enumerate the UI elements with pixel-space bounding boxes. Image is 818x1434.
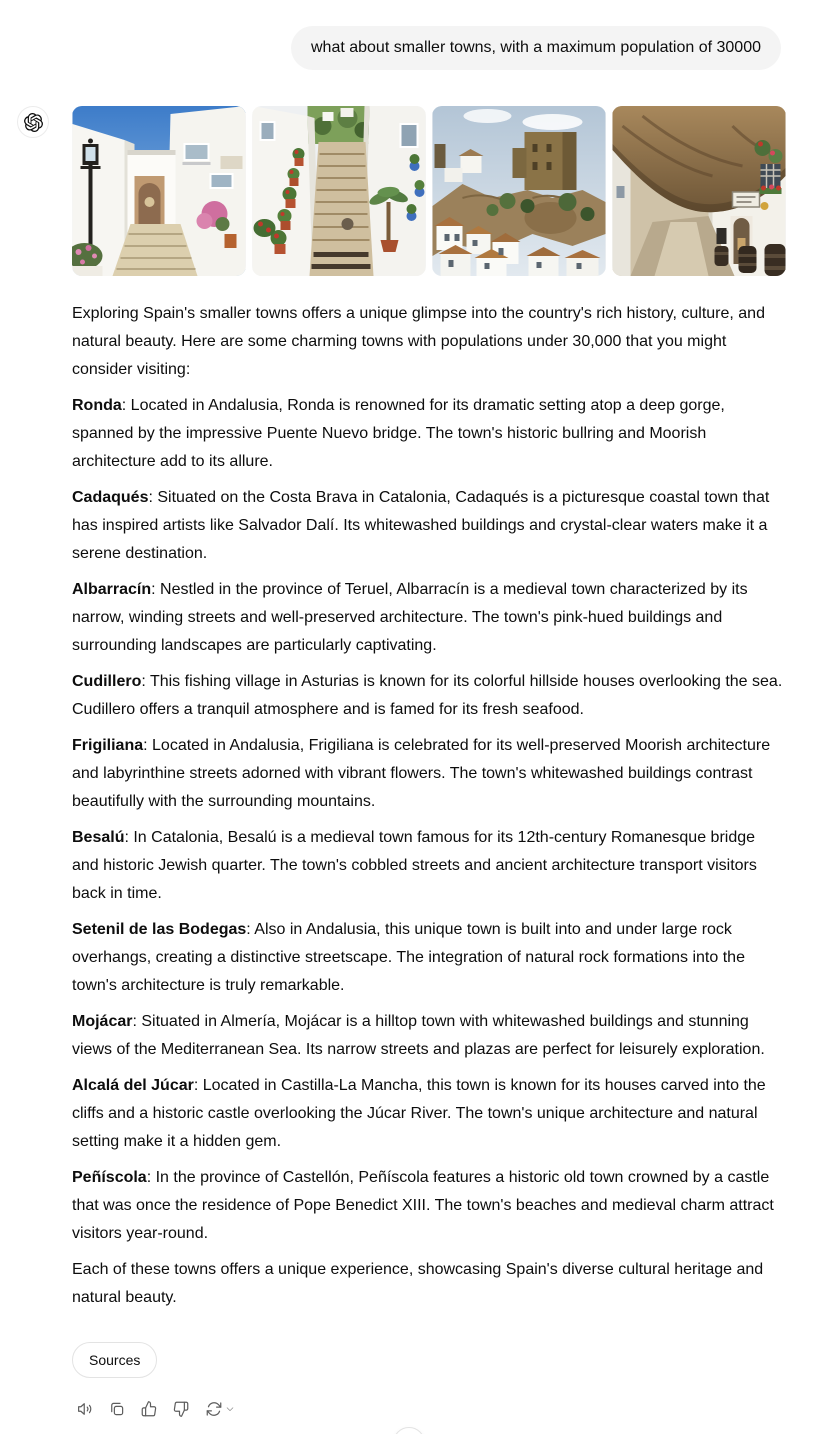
town-name: Peñíscola [72,1169,147,1186]
read-aloud-icon [76,1400,94,1418]
town-description: : In Catalonia, Besalú is a medieval town famous for its 12th-century Romanesque bridge and historic Jewish quarter. The town's cobbled streets and ancient architecture transport visitors back in time. [72,829,757,902]
town-description: : Located in Castilla-La Mancha, this town is known for its houses carved into the cliffs and a historic castle overlooking the Júcar River. The town's unique architecture and natural setting make it a hidden gem. [72,1077,766,1150]
user-message-row [0,0,818,70]
town-paragraph [72,392,786,476]
town-name: Cadaqués [72,489,149,506]
regenerate-button[interactable] [200,1396,240,1422]
closing-text: Each of these towns offers a unique experience, showcasing Spain's diverse cultural heritage and natural beauty. [72,1261,764,1306]
town-name: Frigiliana [72,737,144,754]
assistant-response-text [72,300,786,1312]
town-paragraph [72,916,786,1000]
town-paragraph [72,1072,786,1156]
regenerate-icon [205,1400,223,1418]
town-name: Alcalá del Júcar [72,1077,194,1094]
town-paragraph [72,576,786,660]
town-photo-4[interactable] [612,106,786,276]
read-aloud-button[interactable] [72,1396,98,1422]
thumbs-down-button[interactable] [168,1396,194,1422]
scroll-to-bottom-button[interactable] [393,1427,425,1434]
user-message-bubble [291,26,781,70]
town-photo-1[interactable] [72,106,246,276]
assistant-message [72,106,786,1422]
closing-paragraph [72,1256,786,1312]
intro-paragraph [72,300,786,384]
town-description: : Also in Andalusia, this unique town is built into and under large rock overhangs, creating a distinctive streetscape. The integration of natural rock formations into the town's architecture is truly remarkable. [72,921,745,994]
town-paragraph [72,668,786,724]
town-name: Ronda [72,397,122,414]
town-paragraph [72,484,786,568]
copy-icon [108,1400,126,1418]
town-description: : This fishing village in Asturias is known for its colorful hillside houses overlooking the sea. Cudillero offers a tranquil atmosphere and is famed for its fresh seafood. [72,673,783,718]
thumbs-up-button[interactable] [136,1396,162,1422]
town-description: : Located in Andalusia, Ronda is renowned for its dramatic setting atop a deep gorge, spanned by the impressive Puente Nuevo bridge. The town's historic bullring and Moorish architecture add to its allure. [72,397,725,470]
town-paragraph [72,1164,786,1248]
town-paragraph [72,824,786,908]
town-paragraph [72,732,786,816]
town-description: : Nestled in the province of Teruel, Albarracín is a medieval town characterized by its narrow, winding streets and well-preserved architecture. The town's pink-hued buildings and surrounding landscapes are particularly captivating. [72,581,748,654]
assistant-avatar [17,106,49,138]
image-gallery [72,106,786,276]
town-name: Cudillero [72,673,142,690]
town-name: Mojácar [72,1013,133,1030]
intro-text: Exploring Spain's smaller towns offers a unique glimpse into the country's rich history, culture, and natural beauty. Here are some charming towns with populations under 30,000 that you might consider visiting: [72,305,765,378]
message-actions [72,1396,786,1422]
user-message-text: what about smaller towns, with a maximum population of 30000 [310,39,761,56]
chevron-down-icon [225,1404,235,1414]
town-name: Albarracín [72,581,152,598]
town-name: Besalú [72,829,125,846]
town-description: : Situated on the Costa Brava in Catalonia, Cadaqués is a picturesque coastal town that has inspired artists like Salvador Dalí. Its whitewashed buildings and crystal-clear waters make it a serene destination. [72,489,770,562]
thumbs-down-icon [172,1400,190,1418]
town-photo-2[interactable] [252,106,426,276]
town-photo-3[interactable] [432,106,606,276]
thumbs-up-icon [140,1400,158,1418]
town-description: : Situated in Almería, Mojácar is a hilltop town with whitewashed buildings and stunning views of the Mediterranean Sea. Its narrow streets and plazas are perfect for leisurely exploration. [72,1013,765,1058]
copy-button[interactable] [104,1396,130,1422]
town-description: : Located in Andalusia, Frigiliana is celebrated for its well-preserved Moorish architecture and labyrinthine streets adorned with vibrant flowers. The town's whitewashed buildings contrast beautifully with the surrounding mountains. [72,737,771,810]
town-paragraph [72,1008,786,1064]
town-name: Setenil de las Bodegas [72,921,247,938]
sources-button[interactable]: Sources [72,1342,157,1378]
town-description: : In the province of Castellón, Peñíscola features a historic old town crowned by a castle that was once the residence of Pope Benedict XIII. The town's beaches and medieval charm attract visitors year-round. [72,1169,774,1242]
openai-logo-icon [24,113,43,132]
